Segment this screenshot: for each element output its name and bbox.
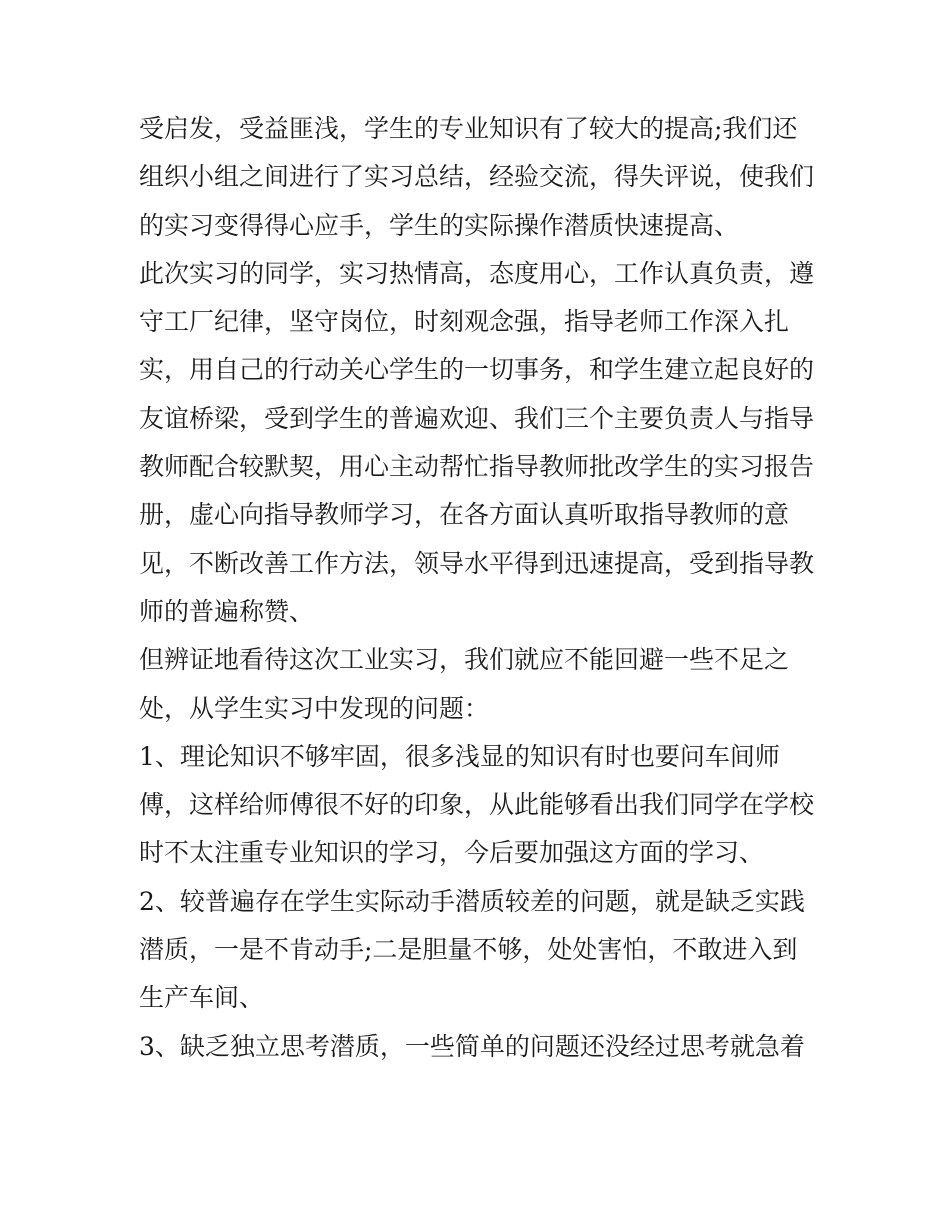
text-line: 2、较普遍存在学生实际动手潜质较差的问题，就是缺乏实践 bbox=[139, 886, 805, 916]
text-line: 见，不断改善工作方法，领导水平得到迅速提高，受到指导教 bbox=[139, 548, 815, 578]
text-line: 潜质，一是不肯动手;二是胆量不够，处处害怕，不敢进入到 bbox=[139, 935, 798, 965]
text-line: 但辨证地看待这次工业实习，我们就应不能回避一些不足之 bbox=[139, 645, 790, 675]
text-line: 实，用自己的行动关心学生的一切事务，和学生建立起良好的 bbox=[139, 355, 815, 385]
text-line: 3、缺乏独立思考潜质，一些简单的问题还没经过思考就急着 bbox=[139, 1031, 805, 1061]
text-line: 处，从学生实习中发现的问题： bbox=[139, 693, 490, 723]
text-line: 时不太注重专业知识的学习，今后要加强这方面的学习、 bbox=[139, 838, 765, 868]
text-line: 友谊桥梁，受到学生的普遍欢迎、我们三个主要负责人与指导 bbox=[139, 403, 815, 433]
text-line: 受启发，受益匪浅，学生的专业知识有了较大的提高;我们还 bbox=[139, 114, 798, 143]
text-line: 1、理论知识不够牢固，很多浅显的知识有时也要问车间师 bbox=[139, 741, 780, 771]
text-line: 傅，这样给师傅很不好的印象，从此能够看出我们同学在学校 bbox=[139, 790, 815, 820]
text-line: 册，虚心向指导教师学习，在各方面认真听取指导教师的意 bbox=[139, 500, 790, 530]
text-line: 此次实习的同学，实习热情高，态度用心，工作认真负责，遵 bbox=[139, 258, 815, 288]
text-line: 守工厂纪律，坚守岗位，时刻观念强，指导老师工作深入扎 bbox=[139, 307, 790, 337]
text-line: 教师配合较默契，用心主动帮忙指导教师批改学生的实习报告 bbox=[139, 452, 815, 482]
document-body bbox=[139, 105, 819, 1071]
text-line: 组织小组之间进行了实习总结，经验交流，得失评说，使我们 bbox=[139, 162, 815, 192]
text-line: 的实习变得得心应手，学生的实际操作潜质快速提高、 bbox=[139, 210, 740, 240]
text-line: 生产车间、 bbox=[139, 983, 265, 1013]
text-line: 师的普遍称赞、 bbox=[139, 596, 315, 626]
